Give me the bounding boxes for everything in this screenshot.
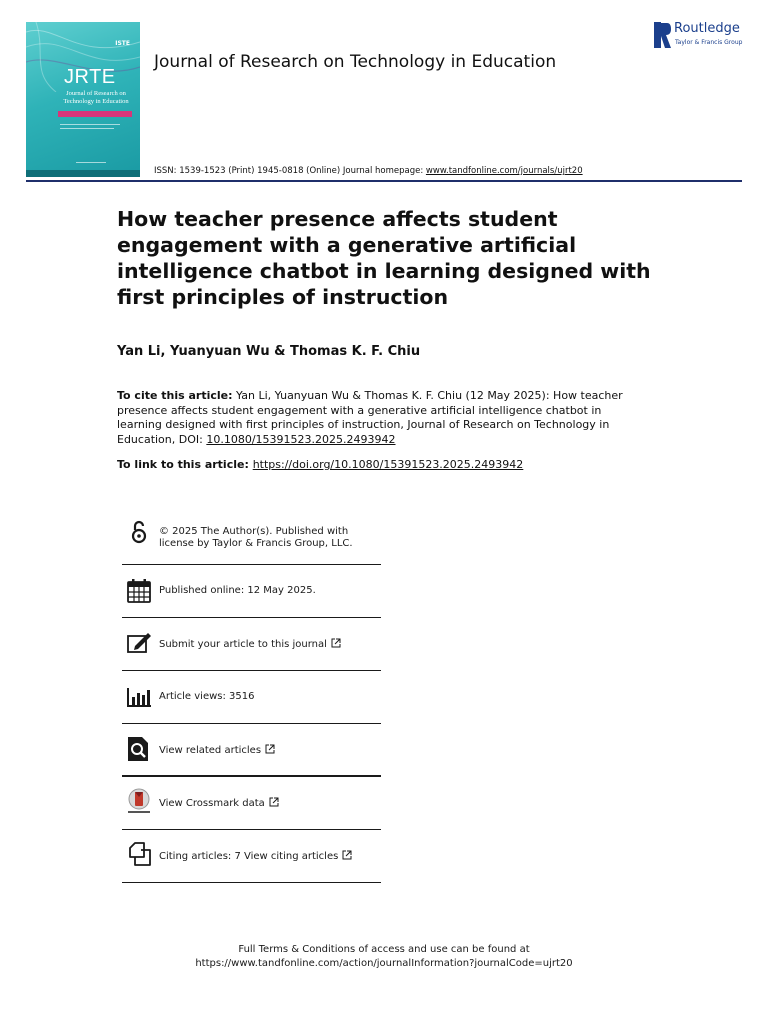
- citing-articles-link[interactable]: [159, 850, 352, 863]
- terms-footer: [0, 943, 768, 971]
- journal-homepage-link[interactable]: www.tandfonline.com/journals/ujrt20: [425, 166, 583, 176]
- terms-line1: Full Terms & Conditions of access and use can be found at: [238, 944, 530, 955]
- doi-link[interactable]: 10.1080/15391523.2025.2493942: [206, 432, 396, 446]
- cover-text-line: [76, 162, 106, 163]
- bar-chart-icon: [126, 684, 152, 710]
- cover-text-line: [60, 128, 114, 129]
- crossmark-row[interactable]: [122, 777, 381, 830]
- article-info-list: [122, 512, 381, 883]
- publisher-tagline: Taylor & Francis Group: [675, 39, 743, 46]
- calendar-icon: [126, 578, 152, 604]
- publisher-name: Routledge: [674, 21, 740, 36]
- article-link-block: [117, 458, 523, 471]
- external-link-icon: [331, 638, 341, 648]
- issn-line: [154, 166, 583, 176]
- citing-icon: [126, 841, 152, 867]
- publisher-logo[interactable]: [653, 21, 753, 51]
- citing-row[interactable]: [122, 830, 381, 883]
- search-document-icon: [126, 736, 152, 762]
- journal-cover: [26, 22, 140, 177]
- article-url-link[interactable]: https://doi.org/10.1080/15391523.2025.2493942: [252, 458, 524, 471]
- cover-publisher-mark: ISTE: [115, 40, 130, 47]
- open-access-icon: [126, 519, 152, 545]
- license-row: [122, 512, 381, 565]
- related-articles-text: View related articles: [159, 745, 262, 756]
- cover-journal-title: Journal of Research on Technology in Education: [63, 90, 129, 105]
- views-row: [122, 671, 381, 724]
- external-link-icon: [342, 850, 352, 860]
- edit-icon: [126, 630, 152, 656]
- terms-url[interactable]: https://www.tandfonline.com/action/journalInformation?journalCode=ujrt20: [195, 958, 573, 969]
- citing-articles-text: Citing articles: 7 View citing articles: [159, 851, 339, 862]
- cover-issue-strip: [58, 111, 132, 117]
- related-row[interactable]: [122, 724, 381, 777]
- submit-row[interactable]: [122, 618, 381, 671]
- cover-journal-abbr: JRTE: [64, 66, 116, 88]
- license-text-line1: © 2025 The Author(s). Published with: [159, 526, 349, 537]
- cite-label: To cite this article:: [117, 389, 233, 402]
- article-authors[interactable]: Yan Li, Yuanyuan Wu & Thomas K. F. Chiu: [117, 344, 421, 359]
- cover-text-line: [60, 124, 120, 125]
- journal-title[interactable]: Journal of Research on Technology in Education: [154, 52, 557, 72]
- related-articles-link[interactable]: [159, 744, 275, 757]
- published-date-text: Published online: 12 May 2025.: [159, 585, 316, 596]
- cover-bottom-band: [26, 170, 140, 177]
- link-label: To link to this article:: [117, 458, 253, 471]
- external-link-icon: [265, 744, 275, 754]
- published-row: [122, 565, 381, 618]
- crossmark-icon: [126, 788, 152, 814]
- issn-text: ISSN: 1539-1523 (Print) 1945-0818 (Online) Journal homepage:: [154, 166, 426, 176]
- header-divider: [26, 180, 742, 182]
- external-link-icon: [269, 797, 279, 807]
- submit-article-text: Submit your article to this journal: [159, 639, 327, 650]
- article-title: How teacher presence affects student engagement with a generative artificial intelligence chatbot in learning designed with first principles of instruction: [117, 207, 651, 309]
- article-views-text: Article views: 3516: [159, 691, 255, 702]
- cite-text: Yan Li, Yuanyuan Wu & Thomas K. F. Chiu (12 May 2025): How teacher presence affects student engagement with a generative artificial intelligence chatbot in learning designed with first principles of instruction, Journal of Research on Technology in Education, DOI:: [117, 389, 623, 446]
- crossmark-link[interactable]: [159, 797, 279, 810]
- submit-article-link[interactable]: [159, 638, 341, 651]
- license-text-line2: license by Taylor & Francis Group, LLC.: [159, 538, 353, 549]
- citation-block: [117, 389, 637, 447]
- crossmark-text: View Crossmark data: [159, 798, 265, 809]
- routledge-logo-icon: [653, 21, 672, 49]
